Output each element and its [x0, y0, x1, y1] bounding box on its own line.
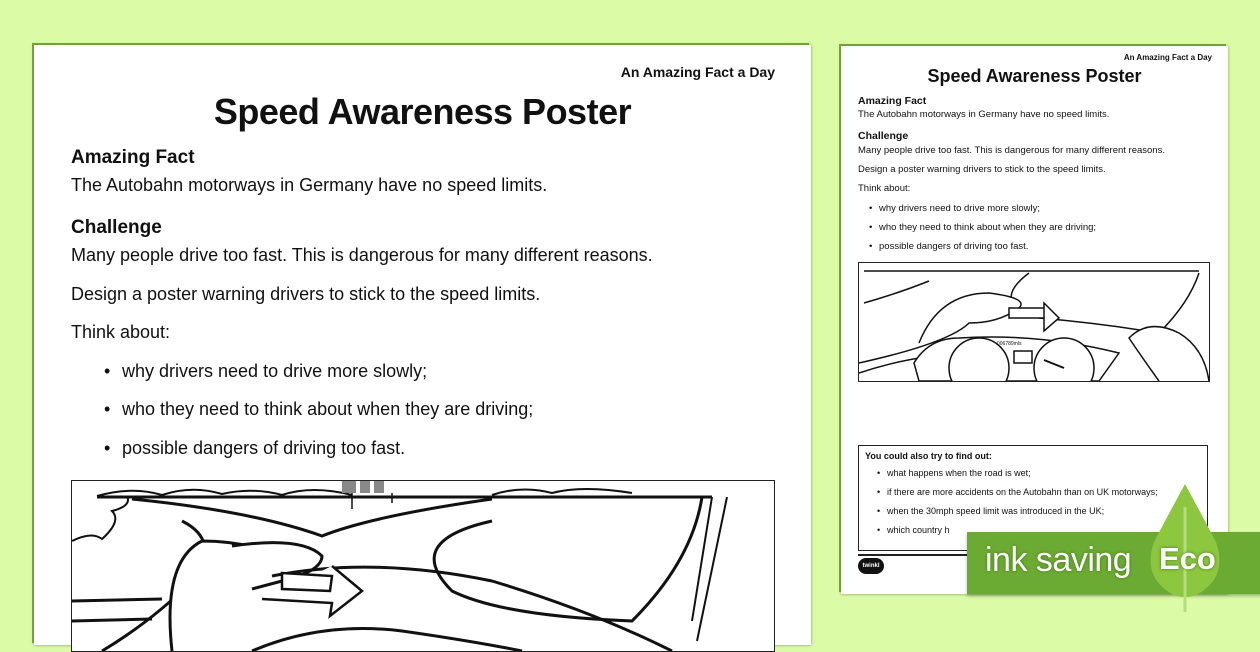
- challenge-paragraph: Many people drive too fast. This is dangerous for many different reasons.: [858, 145, 1165, 156]
- challenge-paragraph: Many people drive too fast. This is dangerous for many different reasons.: [71, 245, 653, 265]
- page-title: Speed Awareness Poster: [213, 91, 632, 132]
- svg-text:006789mls: 006789mls: [997, 341, 1022, 347]
- challenge-heading: Challenge: [858, 130, 909, 142]
- bullet-item: • why drivers need to drive more slowly;: [869, 203, 1040, 214]
- amazing-fact-text: The Autobahn motorways in Germany have no speed limits.: [71, 175, 548, 195]
- driving-illustration: [858, 262, 1210, 382]
- bullet-item: • possible dangers of driving too fast.: [104, 438, 405, 459]
- driving-illustration: [71, 480, 775, 652]
- challenge-heading: Challenge: [71, 217, 162, 238]
- find-out-item: • which country h: [877, 525, 950, 535]
- challenge-paragraph: Design a poster warning drivers to stick to the speed limits.: [858, 164, 1106, 175]
- ink-saving-text: ink saving: [985, 541, 1132, 579]
- bullet-item: • possible dangers of driving too fast.: [869, 241, 1028, 252]
- amazing-fact-text: The Autobahn motorways in Germany have no speed limits.: [858, 109, 1110, 120]
- find-out-item: • when the 30mph speed limit was introduced in the UK;: [877, 506, 1104, 516]
- page-title: Speed Awareness Poster: [927, 66, 1142, 86]
- twinkl-logo: twinkl: [858, 558, 884, 574]
- bullet-item: • who they need to think about when they are driving;: [104, 399, 533, 420]
- tagline: An Amazing Fact a Day: [620, 64, 775, 80]
- find-out-heading: You could also try to find out:: [865, 451, 992, 461]
- challenge-paragraph: Design a poster warning drivers to stick to the speed limits.: [71, 284, 541, 304]
- amazing-fact-heading: Amazing Fact: [71, 147, 195, 168]
- eco-label: Eco: [1159, 541, 1216, 576]
- bullet-item: • why drivers need to drive more slowly;: [104, 361, 427, 382]
- challenge-paragraph: Think about:: [858, 183, 911, 194]
- find-out-item: • if there are more accidents on the Autobahn than on UK motorways;: [877, 487, 1158, 497]
- challenge-paragraph: Think about:: [71, 322, 171, 342]
- tagline: An Amazing Fact a Day: [1123, 53, 1212, 62]
- bullet-item: • who they need to think about when they are driving;: [869, 222, 1096, 233]
- amazing-fact-heading: Amazing Fact: [858, 95, 927, 107]
- worksheet-page-large: [34, 45, 811, 645]
- find-out-item: • what happens when the road is wet;: [877, 468, 1031, 478]
